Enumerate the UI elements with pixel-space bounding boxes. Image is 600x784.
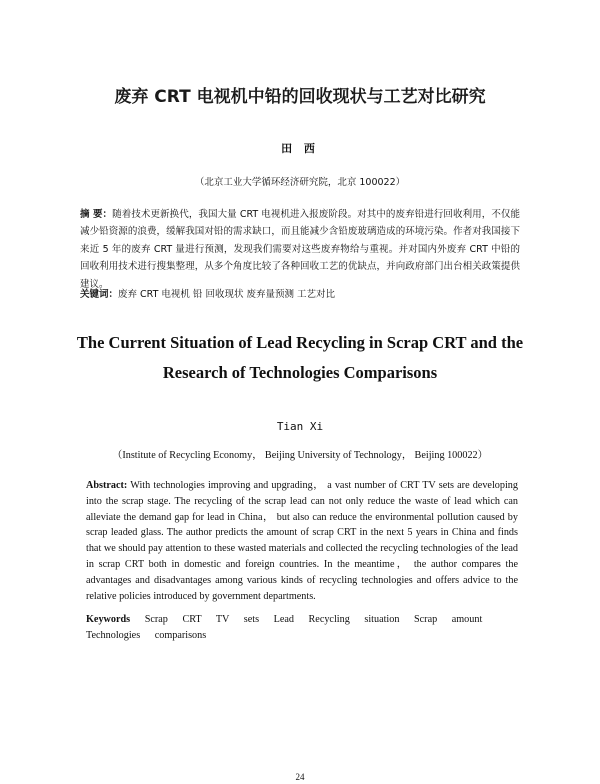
english-title-line-2: Research of Technologies Comparisons — [162, 363, 438, 382]
english-keywords-text: Scrap CRT TV sets Lead Recycling situation Scrap amount Technologies comparisons — [86, 614, 483, 641]
chinese-abstract-label: 摘 要： — [80, 209, 113, 220]
chinese-affiliation: （北京工业大学循环经济研究院，北京 100022） — [194, 177, 406, 188]
chinese-keywords-text: 废弃 CRT 电视机 铅 回收现状 废弃量预测 工艺对比 — [118, 289, 335, 300]
chinese-abstract-text: 随着技术更新换代，我国大量 CRT 电视机进入报废阶段。对其中的废弃铅进行回收利用，不仅能减少铅资源的浪费，缓解我国对铅的需求缺口，而且能减少含铅废玻璃造成的环境污染。作者对我国接下来近 5 年的废弃 CRT 量进行预测，发现我们需要对这些废弃物给与重视。并对国内外废弃 CRT 中铅的回收利用技术进行搜集整理，从多个角度比较了各种回收工艺的优缺点，并向政府部门出台相关政策提供建议。 — [80, 209, 521, 290]
english-abstract — [86, 478, 518, 604]
chinese-abstract — [80, 206, 520, 293]
english-affiliation: （Institute of Recycling Economy， Beijing University of Technology， Beijing 100022） — [112, 450, 488, 461]
chinese-title: 废弃 CRT 电视机中铅的回收现状与工艺对比研究 — [114, 87, 486, 107]
chinese-author: 田 西 — [281, 142, 319, 155]
page-number: 24 — [295, 772, 305, 782]
english-title — [0, 328, 600, 388]
chinese-keywords-label: 关键词： — [80, 289, 119, 300]
english-keywords — [86, 612, 518, 644]
chinese-keywords — [80, 286, 520, 300]
english-keywords-label: Keywords — [86, 614, 131, 625]
english-abstract-text: With technologies improving and upgrading， a vast number of CRT TV sets are developing into the scrap stage. The recycling of the scrap lead can not only reduce the waste of lead which can alleviate the demand gap for lead in China， but also can reduce the environmental pollution caused by scrap leaded glass. The author predicts the amount of scrap CRT in the next 5 years in China and finds that we should pay attention to these wasted materials and collected the recycling technologies of the lead in scrap CRT both in domestic and foreign countries. In the meantime， the author compares the advantages and disadvantages among various kinds of recycling technologies and offers advice to the relative policies introduced by government departments. — [86, 480, 518, 602]
english-abstract-label: Abstract: — [86, 480, 128, 491]
english-title-line-1: The Current Situation of Lead Recycling in Scrap CRT and the — [76, 333, 524, 352]
english-author: Tian Xi — [276, 420, 324, 433]
